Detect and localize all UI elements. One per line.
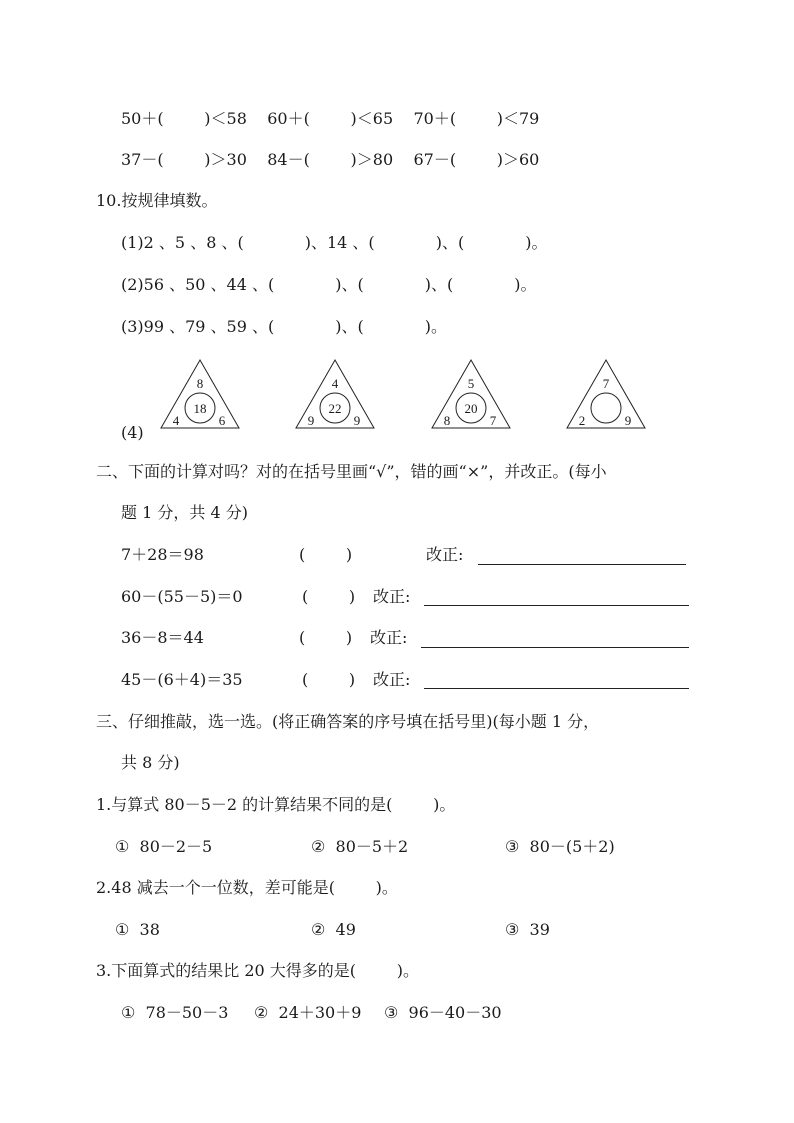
triangle-left-number: 2	[578, 413, 586, 428]
part3-q3-option-3[interactable]: ③ 96－40－30	[384, 1003, 502, 1022]
part2-answer-paren-1[interactable]: ( )	[299, 545, 353, 564]
triangle-left-number: 9	[307, 413, 315, 428]
part2-heading-line2: 题 1 分，共 4 分)	[121, 503, 248, 522]
triangle-center-number: 18	[193, 401, 207, 416]
part3-q1-option-3[interactable]: ③ 80－(5＋2)	[505, 837, 615, 856]
part3-q2-option-1[interactable]: ① 38	[115, 920, 160, 939]
number-triangle-2	[294, 358, 376, 434]
q10-sequence-2: (2)56 、50 、44 、( )、( )、( )。	[121, 275, 537, 294]
part3-q1-option-2[interactable]: ② 80－5＋2	[311, 837, 409, 856]
part2-fix-label-1: 改正:	[426, 545, 464, 564]
part2-expression-3: 36－8＝44	[121, 628, 204, 647]
part2-expression-1: 7＋28＝98	[121, 545, 204, 564]
part3-q3-option-2[interactable]: ② 24＋30＋9	[254, 1003, 362, 1022]
q10-sequence-3: (3)99 、79 、59 、( )、( )。	[121, 317, 448, 336]
part2-fix-line-1[interactable]	[478, 564, 686, 565]
triangle-top-number: 8	[196, 376, 204, 391]
q10-title: 10.按规律填数。	[96, 191, 218, 210]
part2-answer-paren-4[interactable]: ( )	[302, 670, 356, 689]
part3-q1-option-1[interactable]: ① 80－2－5	[115, 837, 213, 856]
triangle-right-number: 9	[353, 413, 361, 428]
triangle-right-number: 9	[624, 413, 632, 428]
part3-heading-line2: 共 8 分)	[121, 753, 180, 772]
part3-q2-stem: 2.48 减去一个一位数，差可能是( )。	[96, 878, 398, 897]
part2-fix-label-4: 改正:	[373, 670, 411, 689]
triangle-right-number: 7	[489, 413, 497, 428]
part2-answer-paren-3[interactable]: ( )	[299, 628, 353, 647]
number-triangle-4	[565, 358, 647, 434]
part2-fix-label-2: 改正:	[373, 587, 411, 606]
part3-q3-stem: 3.下面算式的结果比 20 大得多的是( )。	[96, 961, 419, 980]
triangle-top-number: 7	[602, 376, 610, 391]
part2-heading-line1: 二、下面的计算对吗？对的在括号里画“√”，错的画“×”，并改正。(每小	[96, 462, 607, 481]
triangle-left-number: 8	[443, 413, 451, 428]
triangle-top-number: 4	[331, 376, 339, 391]
triangle-right-number: 6	[218, 413, 226, 428]
part2-expression-4: 45－(6＋4)＝35	[121, 670, 243, 689]
part3-q1-stem: 1.与算式 80－5－2 的计算结果不同的是( )。	[96, 795, 456, 814]
part3-heading-line1: 三、仔细推敲，选一选。(将正确答案的序号填在括号里)(每小题 1 分，	[96, 712, 600, 731]
triangle-top-number: 5	[467, 376, 475, 391]
part2-fix-line-3[interactable]	[421, 647, 689, 648]
q10-sub4-label: (4)	[121, 423, 144, 442]
part2-fix-line-4[interactable]	[424, 688, 689, 689]
inequality-row-1: 50＋( )＜58 60＋( )＜65 70＋( )＜79	[121, 109, 540, 128]
triangle-center-number: 22	[328, 401, 342, 416]
triangle-center-number: 20	[464, 401, 478, 416]
part3-q2-option-2[interactable]: ② 49	[311, 920, 356, 939]
triangle-center-circle-empty	[591, 393, 621, 423]
part3-q2-option-3[interactable]: ③ 39	[505, 920, 550, 939]
q10-sequence-1: (1)2 、5 、8 、( )、14 、( )、( )。	[121, 233, 548, 252]
part2-answer-paren-2[interactable]: ( )	[302, 587, 356, 606]
part2-fix-line-2[interactable]	[424, 605, 689, 606]
triangle-left-number: 4	[172, 413, 180, 428]
part3-q3-option-1[interactable]: ① 78－50－3	[121, 1003, 229, 1022]
part2-expression-2: 60－(55－5)＝0	[121, 587, 243, 606]
inequality-row-2: 37－( )＞30 84－( )＞80 67－( )＞60	[121, 150, 540, 169]
part2-fix-label-3: 改正:	[370, 628, 408, 647]
number-triangle-1	[159, 358, 241, 434]
number-triangle-3	[430, 358, 512, 434]
